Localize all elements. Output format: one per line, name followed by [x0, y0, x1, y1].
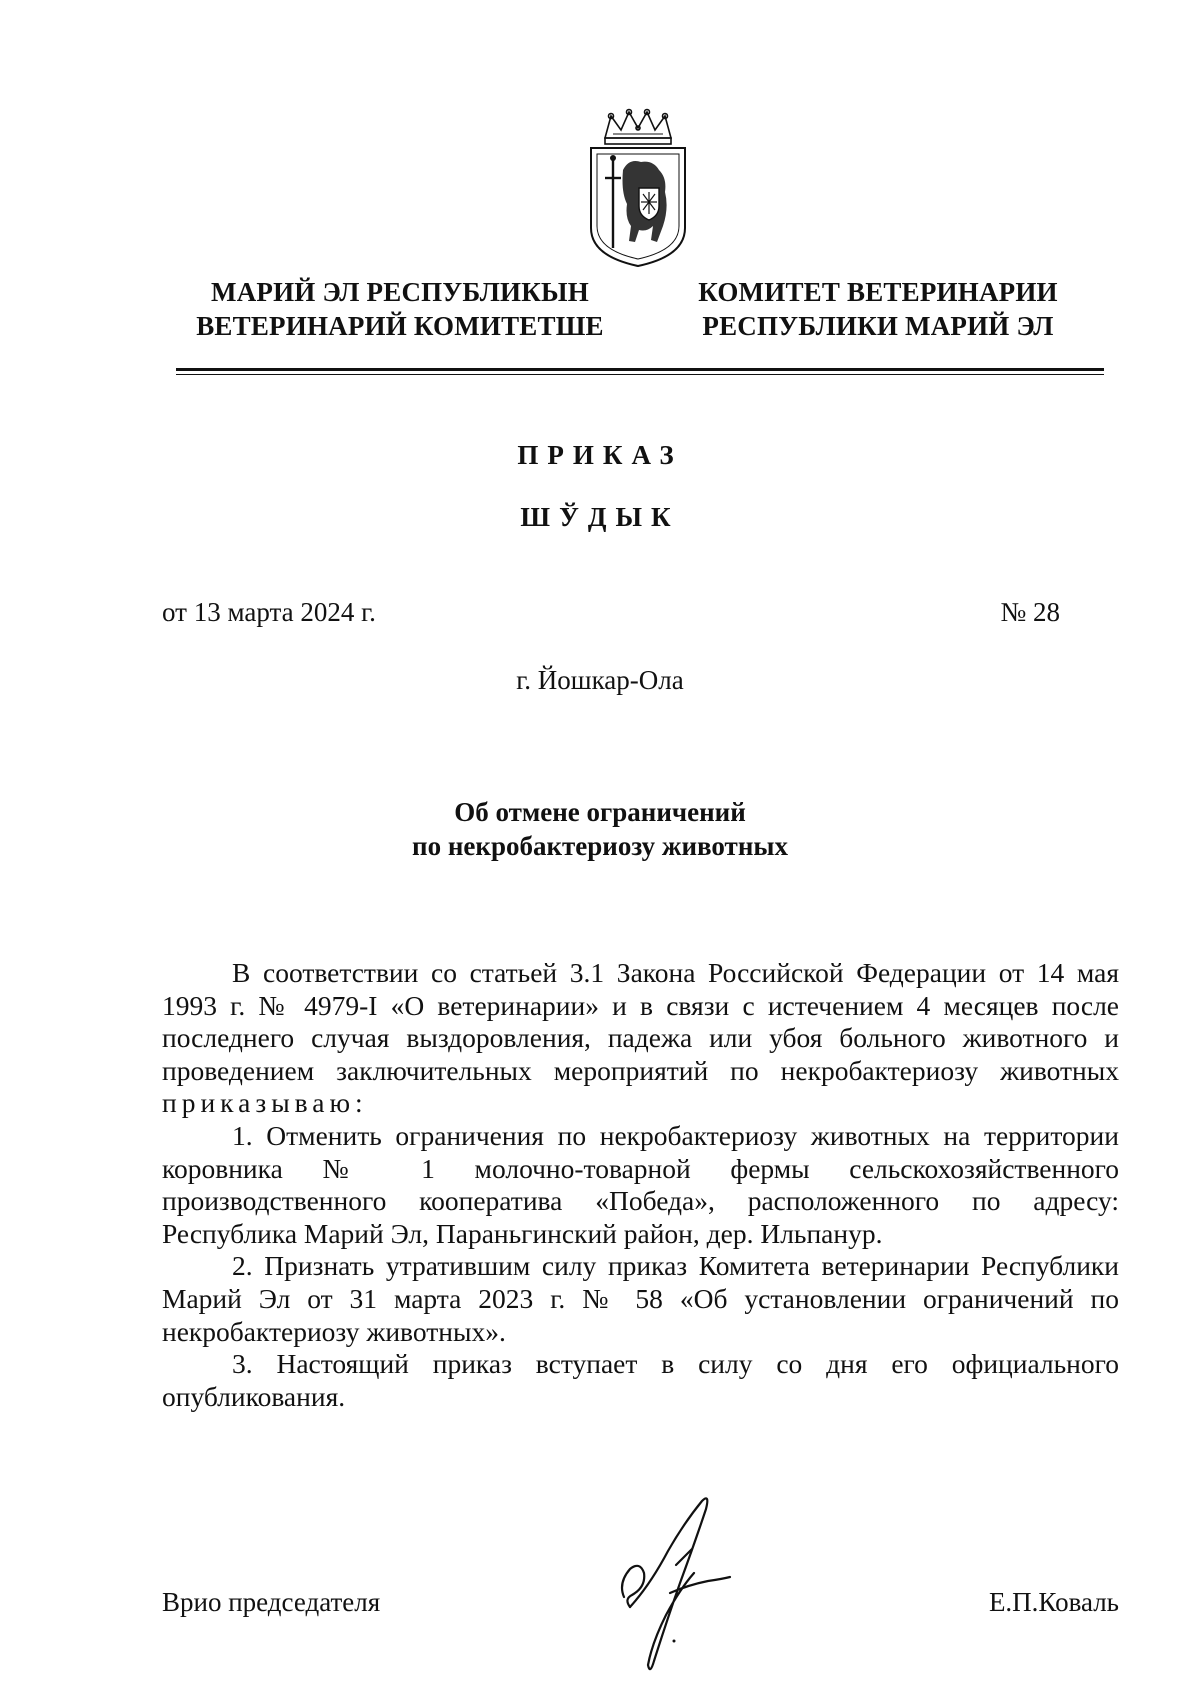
- header-divider-thick: [176, 368, 1104, 371]
- body-intro: [162, 957, 1119, 1120]
- doc-type-russian: ПРИКАЗ: [517, 440, 683, 470]
- body-item-3: 3. Настоящий приказ вступает в силу со дня его официального опубликования.: [162, 1348, 1119, 1412]
- document-city: г. Йошкар-Ола: [516, 665, 684, 695]
- coat-of-arms-emblem: [583, 108, 693, 268]
- intro-text: В соответствии со статьей 3.1 Закона Российской Федерации от 14 мая 1993 г. № 4979-I «О ветеринарии» и в связи с истечением 4 месяцев после последнего случая выздоровления, падежа или убоя больного животного и проведением заключительных мероприятий по некробактериозу животных: [162, 957, 1119, 1086]
- header-russian: [668, 275, 1088, 343]
- signer-position: Врио председателя: [162, 1587, 381, 1617]
- body-item-1: 1. Отменить ограничения по некробактериозу животных на территории коровника № 1 молочно-товарной фермы сельскохозяйственного производственного кооператива «Победа», расположенного по адресу: Республика Марий Эл, Параньгинский район, дер. Ильпанур.: [162, 1119, 1119, 1249]
- document-number: № 28: [1000, 597, 1060, 627]
- header-mari-line1: МАРИЙ ЭЛ РЕСПУБЛИКЫН: [211, 277, 589, 307]
- header-russian-line1: КОМИТЕТ ВЕТЕРИНАРИИ: [698, 277, 1058, 307]
- document-subject: [0, 795, 1200, 863]
- document-date: от 13 марта 2024 г.: [162, 597, 376, 627]
- handwritten-signature: [610, 1465, 740, 1685]
- header-mari-line2: ВЕТЕРИНАРИЙ КОМИТЕТШЕ: [196, 311, 604, 341]
- doc-type-mari: ШЎДЫК: [520, 502, 680, 532]
- header-divider-thin: [176, 374, 1104, 375]
- subject-line2: по некробактериозу животных: [412, 831, 788, 861]
- subject-line1: Об отмене ограничений: [454, 797, 746, 827]
- header-mari: [170, 275, 630, 343]
- document-body: [162, 957, 1119, 1413]
- intro-command: приказываю:: [162, 1087, 368, 1119]
- header-russian-line2: РЕСПУБЛИКИ МАРИЙ ЭЛ: [702, 311, 1054, 341]
- signer-name: Е.П.Коваль: [988, 1587, 1119, 1617]
- body-item-2: 2. Признать утратившим силу приказ Комитета ветеринарии Республики Марий Эл от 31 марта 2023 г. № 58 «Об установлении ограничений по некробактериозу животных».: [162, 1250, 1119, 1347]
